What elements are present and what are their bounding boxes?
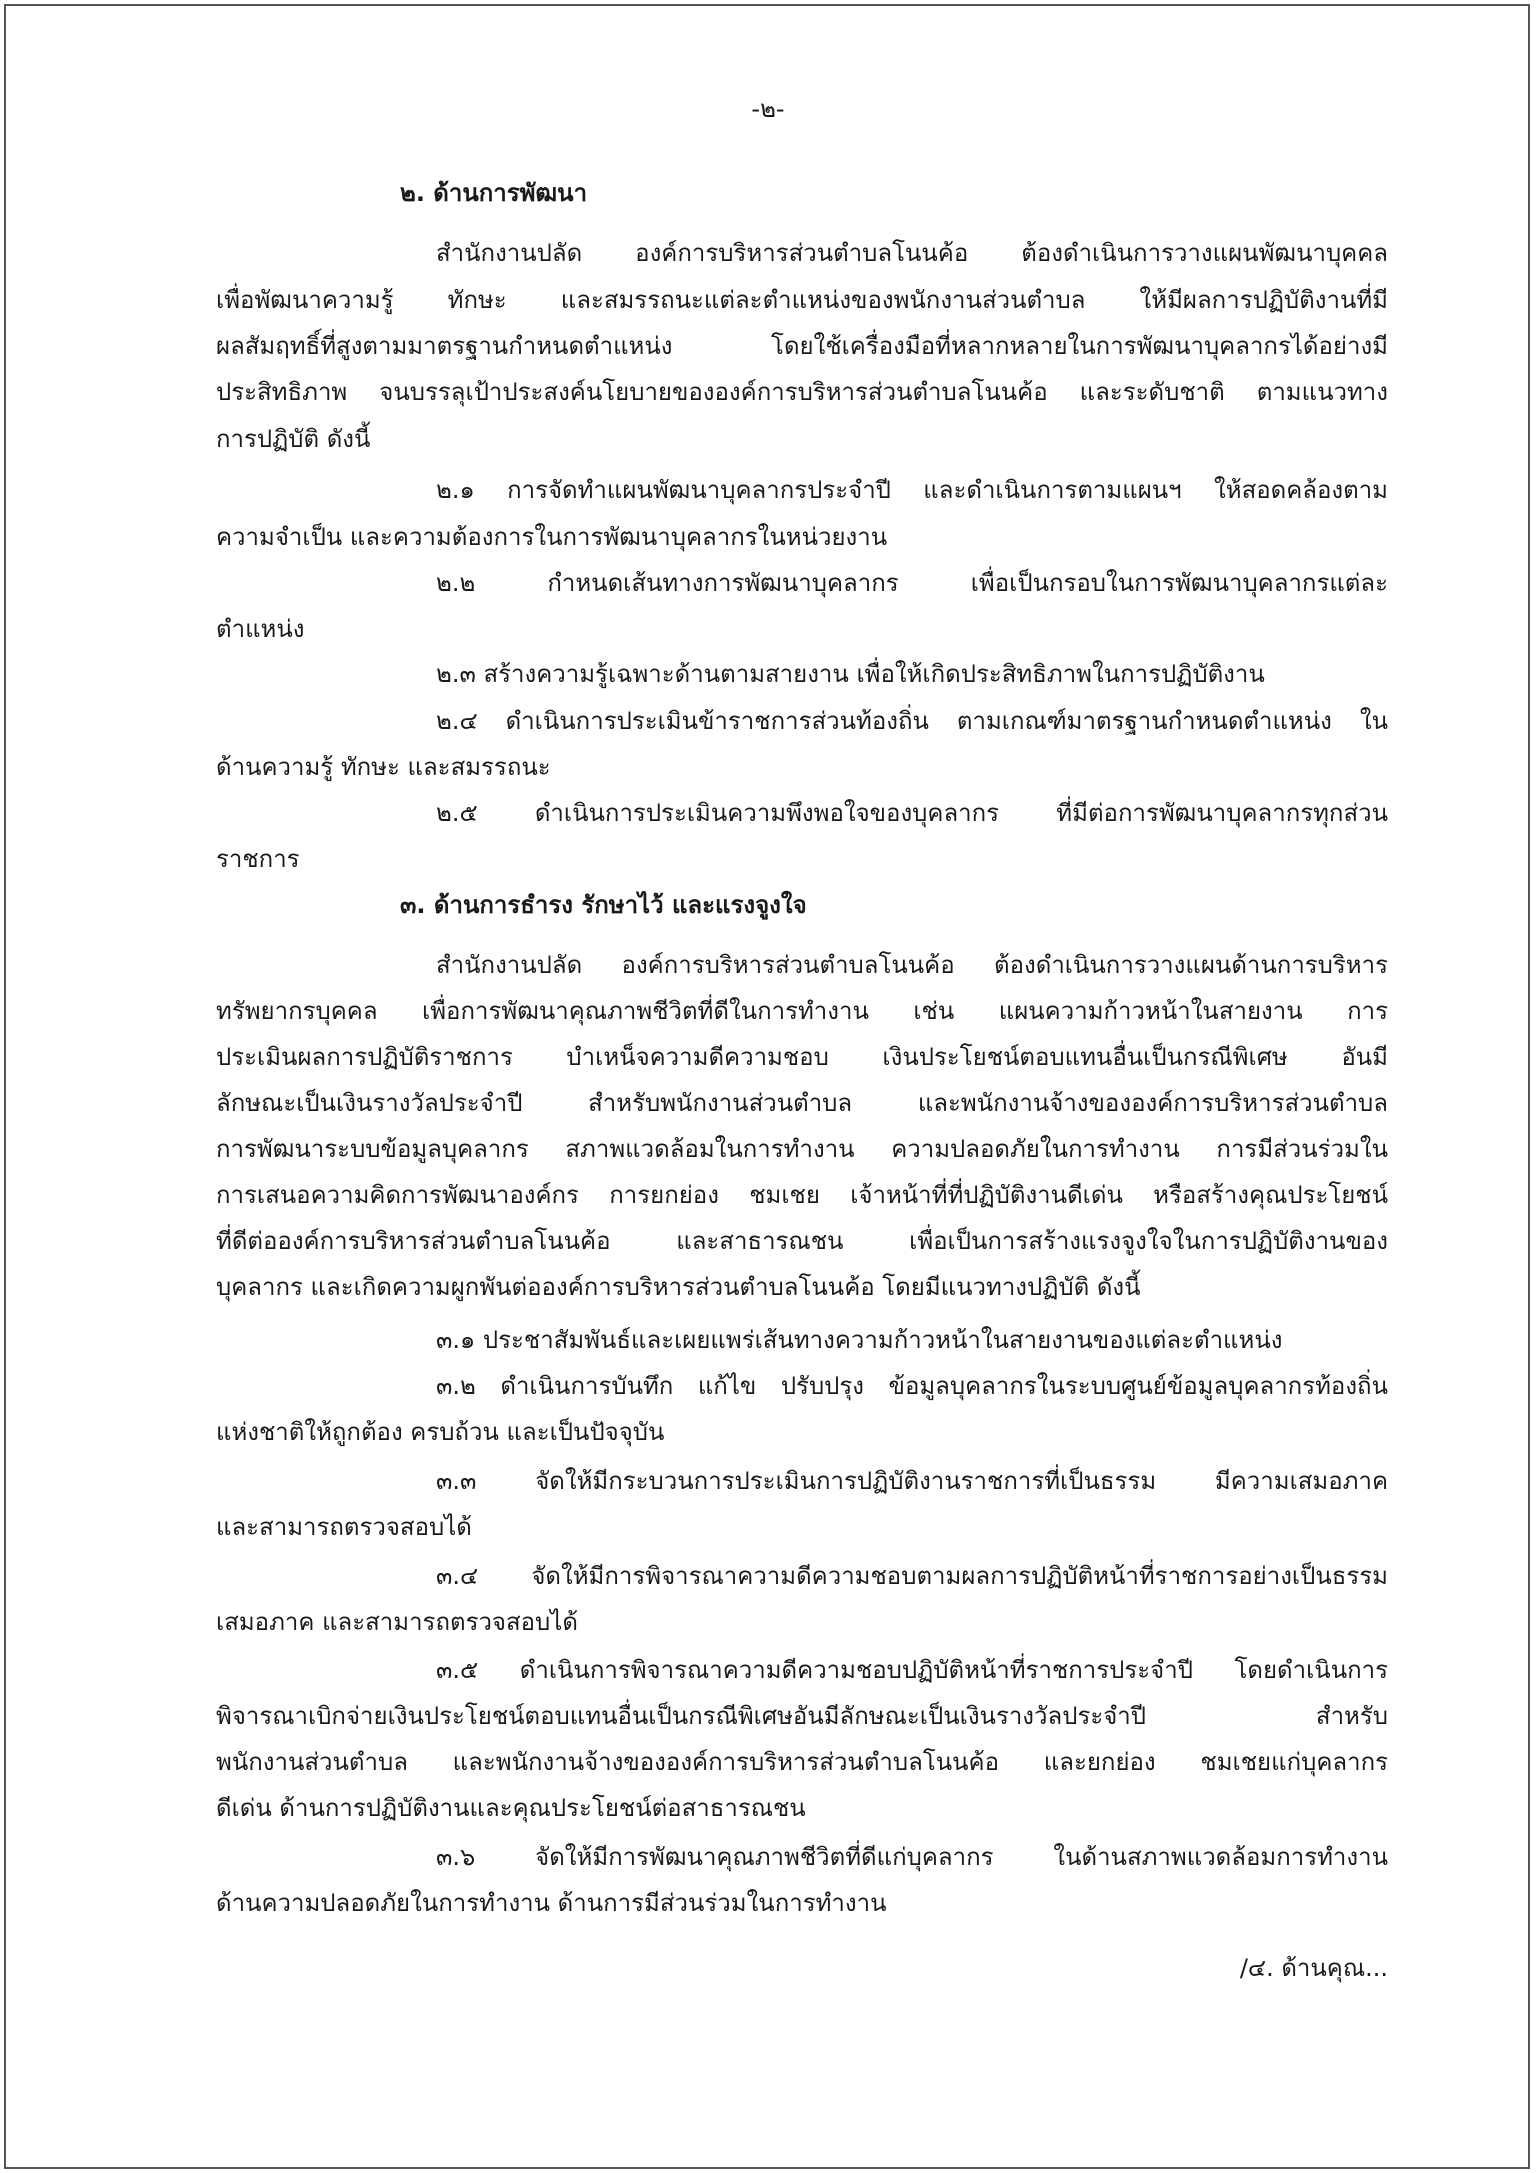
section-2-item-2-5: ๒.๕ ดำเนินการประเมินความพึงพอใจของบุคลากร ที่มีต่อการพัฒนาบุคลากรทุกส่วน <box>436 799 1388 827</box>
section-3-intro-line: สำนักงานปลัด องค์การบริหารส่วนตำบลโนนค้อ ต้องดำเนินการวางแผนด้านการบริหาร <box>436 951 1388 979</box>
section-3-heading: ๓. ด้านการธำรง รักษาไว้ และแรงจูงใจ <box>400 891 807 919</box>
section-3-item-3-5-cont: ดีเด่น ด้านการปฏิบัติงานและคุณประโยชน์ต่อสาธารณชน <box>216 1794 806 1822</box>
section-2-intro-line: ประสิทธิภาพ จนบรรลุเป้าประสงค์นโยบายขององค์การบริหารส่วนตำบลโนนค้อ และระดับชาติ ตามแนวทาง <box>216 378 1388 406</box>
section-3-intro-line: ลักษณะเป็นเงินรางวัลประจำปี สำหรับพนักงานส่วนตำบล และพนักงานจ้างขององค์การบริหารส่วนตำบล <box>216 1089 1388 1117</box>
section-3-intro-line: ที่ดีต่อองค์การบริหารส่วนตำบลโนนค้อ และสาธารณชน เพื่อเป็นการสร้างแรงจูงใจในการปฏิบัติงานของ <box>216 1227 1388 1255</box>
section-2-intro-line: การปฏิบัติ ดังนี้ <box>216 425 371 453</box>
section-3-intro-line: ประเมินผลการปฏิบัติราชการ บำเหน็จความดีความชอบ เงินประโยชน์ตอบแทนอื่นเป็นกรณีพิเศษ อันมี <box>216 1043 1388 1071</box>
section-3-item-3-2: ๓.๒ ดำเนินการบันทึก แก้ไข ปรับปรุง ข้อมูลบุคลากรในระบบศูนย์ข้อมูลบุคลากรท้องถิ่น <box>436 1372 1388 1400</box>
section-3-item-3-5-cont: พิจารณาเบิกจ่ายเงินประโยชน์ตอบแทนอื่นเป็นกรณีพิเศษอันมีลักษณะเป็นเงินรางวัลประจำปี สำหรับ <box>216 1702 1388 1730</box>
section-3-item-3-4-cont: เสมอภาค และสามารถตรวจสอบได้ <box>216 1608 578 1636</box>
section-3-item-3-4: ๓.๔ จัดให้มีการพิจารณาความดีความชอบตามผลการปฏิบัติหน้าที่ราชการอย่างเป็นธรรม <box>436 1562 1388 1590</box>
continuation-marker: /๔. ด้านคุณ... <box>1239 1954 1388 1982</box>
section-3-item-3-3: ๓.๓ จัดให้มีกระบวนการประเมินการปฏิบัติงานราชการที่เป็นธรรม มีความเสมอภาค <box>436 1467 1388 1495</box>
section-2-item-2-5-cont: ราชการ <box>216 845 300 873</box>
section-3-item-3-6: ๓.๖ จัดให้มีการพัฒนาคุณภาพชีวิตที่ดีแก่บุคลากร ในด้านสภาพแวดล้อมการทำงาน <box>436 1843 1388 1871</box>
section-2-item-2-4-cont: ด้านความรู้ ทักษะ และสมรรถนะ <box>216 753 551 781</box>
section-2-item-2-4: ๒.๔ ดำเนินการประเมินข้าราชการส่วนท้องถิ่น ตามเกณฑ์มาตรฐานกำหนดตำแหน่ง ใน <box>436 707 1388 735</box>
section-3-item-3-2-cont: แห่งชาติให้ถูกต้อง ครบถ้วน และเป็นปัจจุบัน <box>216 1418 665 1446</box>
section-3-item-3-1: ๓.๑ ประชาสัมพันธ์และเผยแพร่เส้นทางความก้าวหน้าในสายงานของแต่ละตำแหน่ง <box>436 1326 1283 1354</box>
section-2-intro-line: เพื่อพัฒนาความรู้ ทักษะ และสมรรถนะแต่ละตำแหน่งของพนักงานส่วนตำบล ให้มีผลการปฏิบัติงานที่มี <box>216 286 1388 314</box>
page-number: -๒- <box>751 95 785 123</box>
section-2-item-2-2-cont: ตำแหน่ง <box>216 615 305 643</box>
section-3-intro-line: การพัฒนาระบบข้อมูลบุคลากร สภาพแวดล้อมในการทำงาน ความปลอดภัยในการทำงาน การมีส่วนร่วมใน <box>216 1135 1388 1163</box>
section-3-item-3-3-cont: และสามารถตรวจสอบได้ <box>216 1513 472 1541</box>
section-2-heading: ๒. ด้านการพัฒนา <box>400 179 588 207</box>
section-3-item-3-5-cont: พนักงานส่วนตำบล และพนักงานจ้างขององค์การบริหารส่วนตำบลโนนค้อ และยกย่อง ชมเชยแก่บุคลากร <box>216 1748 1388 1776</box>
section-3-intro-line: ทรัพยากรบุคคล เพื่อการพัฒนาคุณภาพชีวิตที่ดีในการทำงาน เช่น แผนความก้าวหน้าในสายงาน การ <box>216 997 1388 1025</box>
section-3-item-3-6-cont: ด้านความปลอดภัยในการทำงาน ด้านการมีส่วนร่วมในการทำงาน <box>216 1889 887 1917</box>
section-2-intro-line: สำนักงานปลัด องค์การบริหารส่วนตำบลโนนค้อ ต้องดำเนินการวางแผนพัฒนาบุคคล <box>436 239 1388 267</box>
section-2-item-2-3: ๒.๓ สร้างความรู้เฉพาะด้านตามสายงาน เพื่อให้เกิดประสิทธิภาพในการปฏิบัติงาน <box>436 660 1265 688</box>
section-2-item-2-2: ๒.๒ กำหนดเส้นทางการพัฒนาบุคลากร เพื่อเป็นกรอบในการพัฒนาบุคลากรแต่ละ <box>436 569 1388 597</box>
section-3-intro-line: บุคลากร และเกิดความผูกพันต่อองค์การบริหารส่วนตำบลโนนค้อ โดยมีแนวทางปฏิบัติ ดังนี้ <box>216 1273 1141 1301</box>
section-3-item-3-5: ๓.๕ ดำเนินการพิจารณาความดีความชอบปฏิบัติหน้าที่ราชการประจำปี โดยดำเนินการ <box>436 1656 1388 1684</box>
section-2-item-2-1-cont: ความจำเป็น และความต้องการในการพัฒนาบุคลากรในหน่วยงาน <box>216 523 888 551</box>
section-3-intro-line: การเสนอความคิดการพัฒนาองค์กร การยกย่อง ชมเชย เจ้าหน้าที่ที่ปฏิบัติงานดีเด่น หรือสร้างคุณประโยชน์ <box>216 1181 1388 1209</box>
section-2-intro-line: ผลสัมฤทธิ์ที่สูงตามมาตรฐานกำหนดตำแหน่ง โดยใช้เครื่องมือที่หลากหลายในการพัฒนาบุคลากรได้อย่างมี <box>216 332 1388 360</box>
section-2-item-2-1: ๒.๑ การจัดทำแผนพัฒนาบุคลากรประจำปี และดำเนินการตามแผนฯ ให้สอดคล้องตาม <box>436 476 1388 504</box>
